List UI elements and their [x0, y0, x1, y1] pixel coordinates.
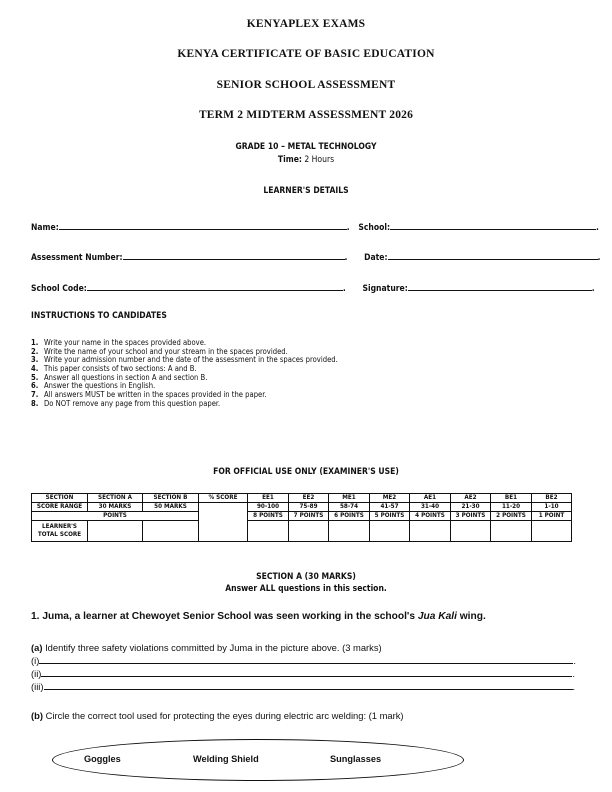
school-label: School: [358, 223, 391, 233]
instruction-item: 5. Answer all questions in section A and section B. [31, 372, 208, 382]
date-field[interactable] [388, 251, 598, 260]
name-field[interactable] [59, 221, 347, 230]
answer-line-ii[interactable]: (ii) . [31, 668, 576, 679]
subject-title: GRADE 10 – METAL TECHNOLOGY [235, 142, 377, 152]
question-1a: (a) Identify three safety violations committed by Juma in the picture above. (3 marks) [31, 642, 382, 653]
code-signature-row: School Code: . Signature: . [31, 284, 595, 294]
assessment-number-field[interactable] [123, 251, 345, 260]
school-field[interactable] [390, 221, 596, 230]
school-code-label: School Code: [31, 284, 87, 294]
score-cell[interactable] [491, 521, 532, 542]
instructions-list [31, 339, 338, 409]
option-sunglasses[interactable]: Sunglasses [330, 754, 382, 764]
instruction-item: 8. Do NOT remove any page from this question paper. [31, 398, 221, 408]
date-label: Date: [364, 253, 388, 263]
signature-field[interactable] [408, 282, 592, 291]
section-a-score-cell[interactable] [88, 521, 143, 542]
table-row: POINTS 8 POINTS 7 POINTS 6 POINTS 5 POINTS 4 POINTS 3 POINTS 2 POINTS 1 POINT [32, 512, 572, 521]
answer-line-i[interactable]: (i) . [31, 655, 576, 666]
answer-line-iii[interactable]: (iii) . [31, 681, 576, 692]
table-row [32, 521, 572, 542]
learner-total-label: LEARNER'S TOTAL SCORE [32, 521, 88, 542]
table-row: SECTION SECTION A SECTION B % SCORE EE1 EE2 ME1 ME2 AE1 AE2 BE1 BE2 [32, 494, 572, 503]
learner-details-title: LEARNER'S DETAILS [263, 186, 349, 196]
option-goggles[interactable]: Goggles [84, 754, 121, 764]
time-line [0, 155, 612, 165]
assessment-number-label: Assessment Number: [31, 253, 123, 263]
section-a-subtitle: Answer ALL questions in this section. [225, 584, 387, 594]
adm-date-row: Assessment Number: . Date: . [31, 253, 601, 263]
name-label: Name: [31, 223, 59, 233]
school-code-field[interactable] [87, 282, 343, 291]
points-label: POINTS [32, 512, 199, 521]
time-label: Time: [277, 155, 302, 165]
instruction-item: 4. This paper consists of two sections: A and B. [31, 364, 197, 374]
section-b-score-cell[interactable] [143, 521, 199, 542]
exam-body-title: KENYAPLEX EXAMS [246, 18, 366, 30]
score-cell[interactable] [370, 521, 410, 542]
name-school-row: Name: . School: . [31, 223, 599, 233]
score-cell[interactable] [410, 521, 451, 542]
instruction-item: 6. Answer the questions in English. [31, 381, 156, 391]
score-table [31, 493, 572, 542]
table-row: SCORE RANGE 30 MARKS 50 MARKS 90-100 75-89 58-74 41-57 31-40 21-30 11-20 1-10 [32, 503, 572, 512]
instruction-item: 2. Write the name of your school and your stream in the spaces provided. [31, 346, 288, 356]
score-cell[interactable] [451, 521, 491, 542]
score-cell[interactable] [289, 521, 329, 542]
assessment-title: SENIOR SCHOOL ASSESSMENT [216, 79, 396, 91]
instruction-item: 7. All answers MUST be written in the spaces provided in the paper. [31, 390, 267, 400]
option-welding-shield[interactable]: Welding Shield [193, 754, 259, 764]
time-value: 2 Hours [304, 155, 335, 165]
section-a-title: SECTION A (30 MARKS) [256, 572, 356, 582]
signature-label: Signature: [362, 284, 408, 294]
question-1b: (b) Circle the correct tool used for protecting the eyes during electric arc welding: (1 mark) [31, 710, 404, 721]
instruction-item: 3. Write your admission number and the date of the assessment in the spaces provided. [31, 355, 338, 365]
term-title: TERM 2 MIDTERM ASSESSMENT 2026 [198, 109, 414, 121]
score-cell[interactable] [532, 521, 572, 542]
instruction-item: 1. Write your name in the spaces provided above. [31, 338, 207, 347]
percent-score-cell[interactable] [199, 503, 248, 542]
score-cell[interactable] [248, 521, 289, 542]
instructions-title: INSTRUCTIONS TO CANDIDATES [31, 311, 167, 321]
official-use-title: FOR OFFICIAL USE ONLY (EXAMINER'S USE) [213, 467, 399, 477]
certificate-title: KENYA CERTIFICATE OF BASIC EDUCATION [177, 48, 435, 60]
score-cell[interactable] [329, 521, 370, 542]
question-1-stem: 1. Juma, a learner at Chewoyet Senior School was seen working in the school's Jua Kali wing. [31, 611, 486, 622]
